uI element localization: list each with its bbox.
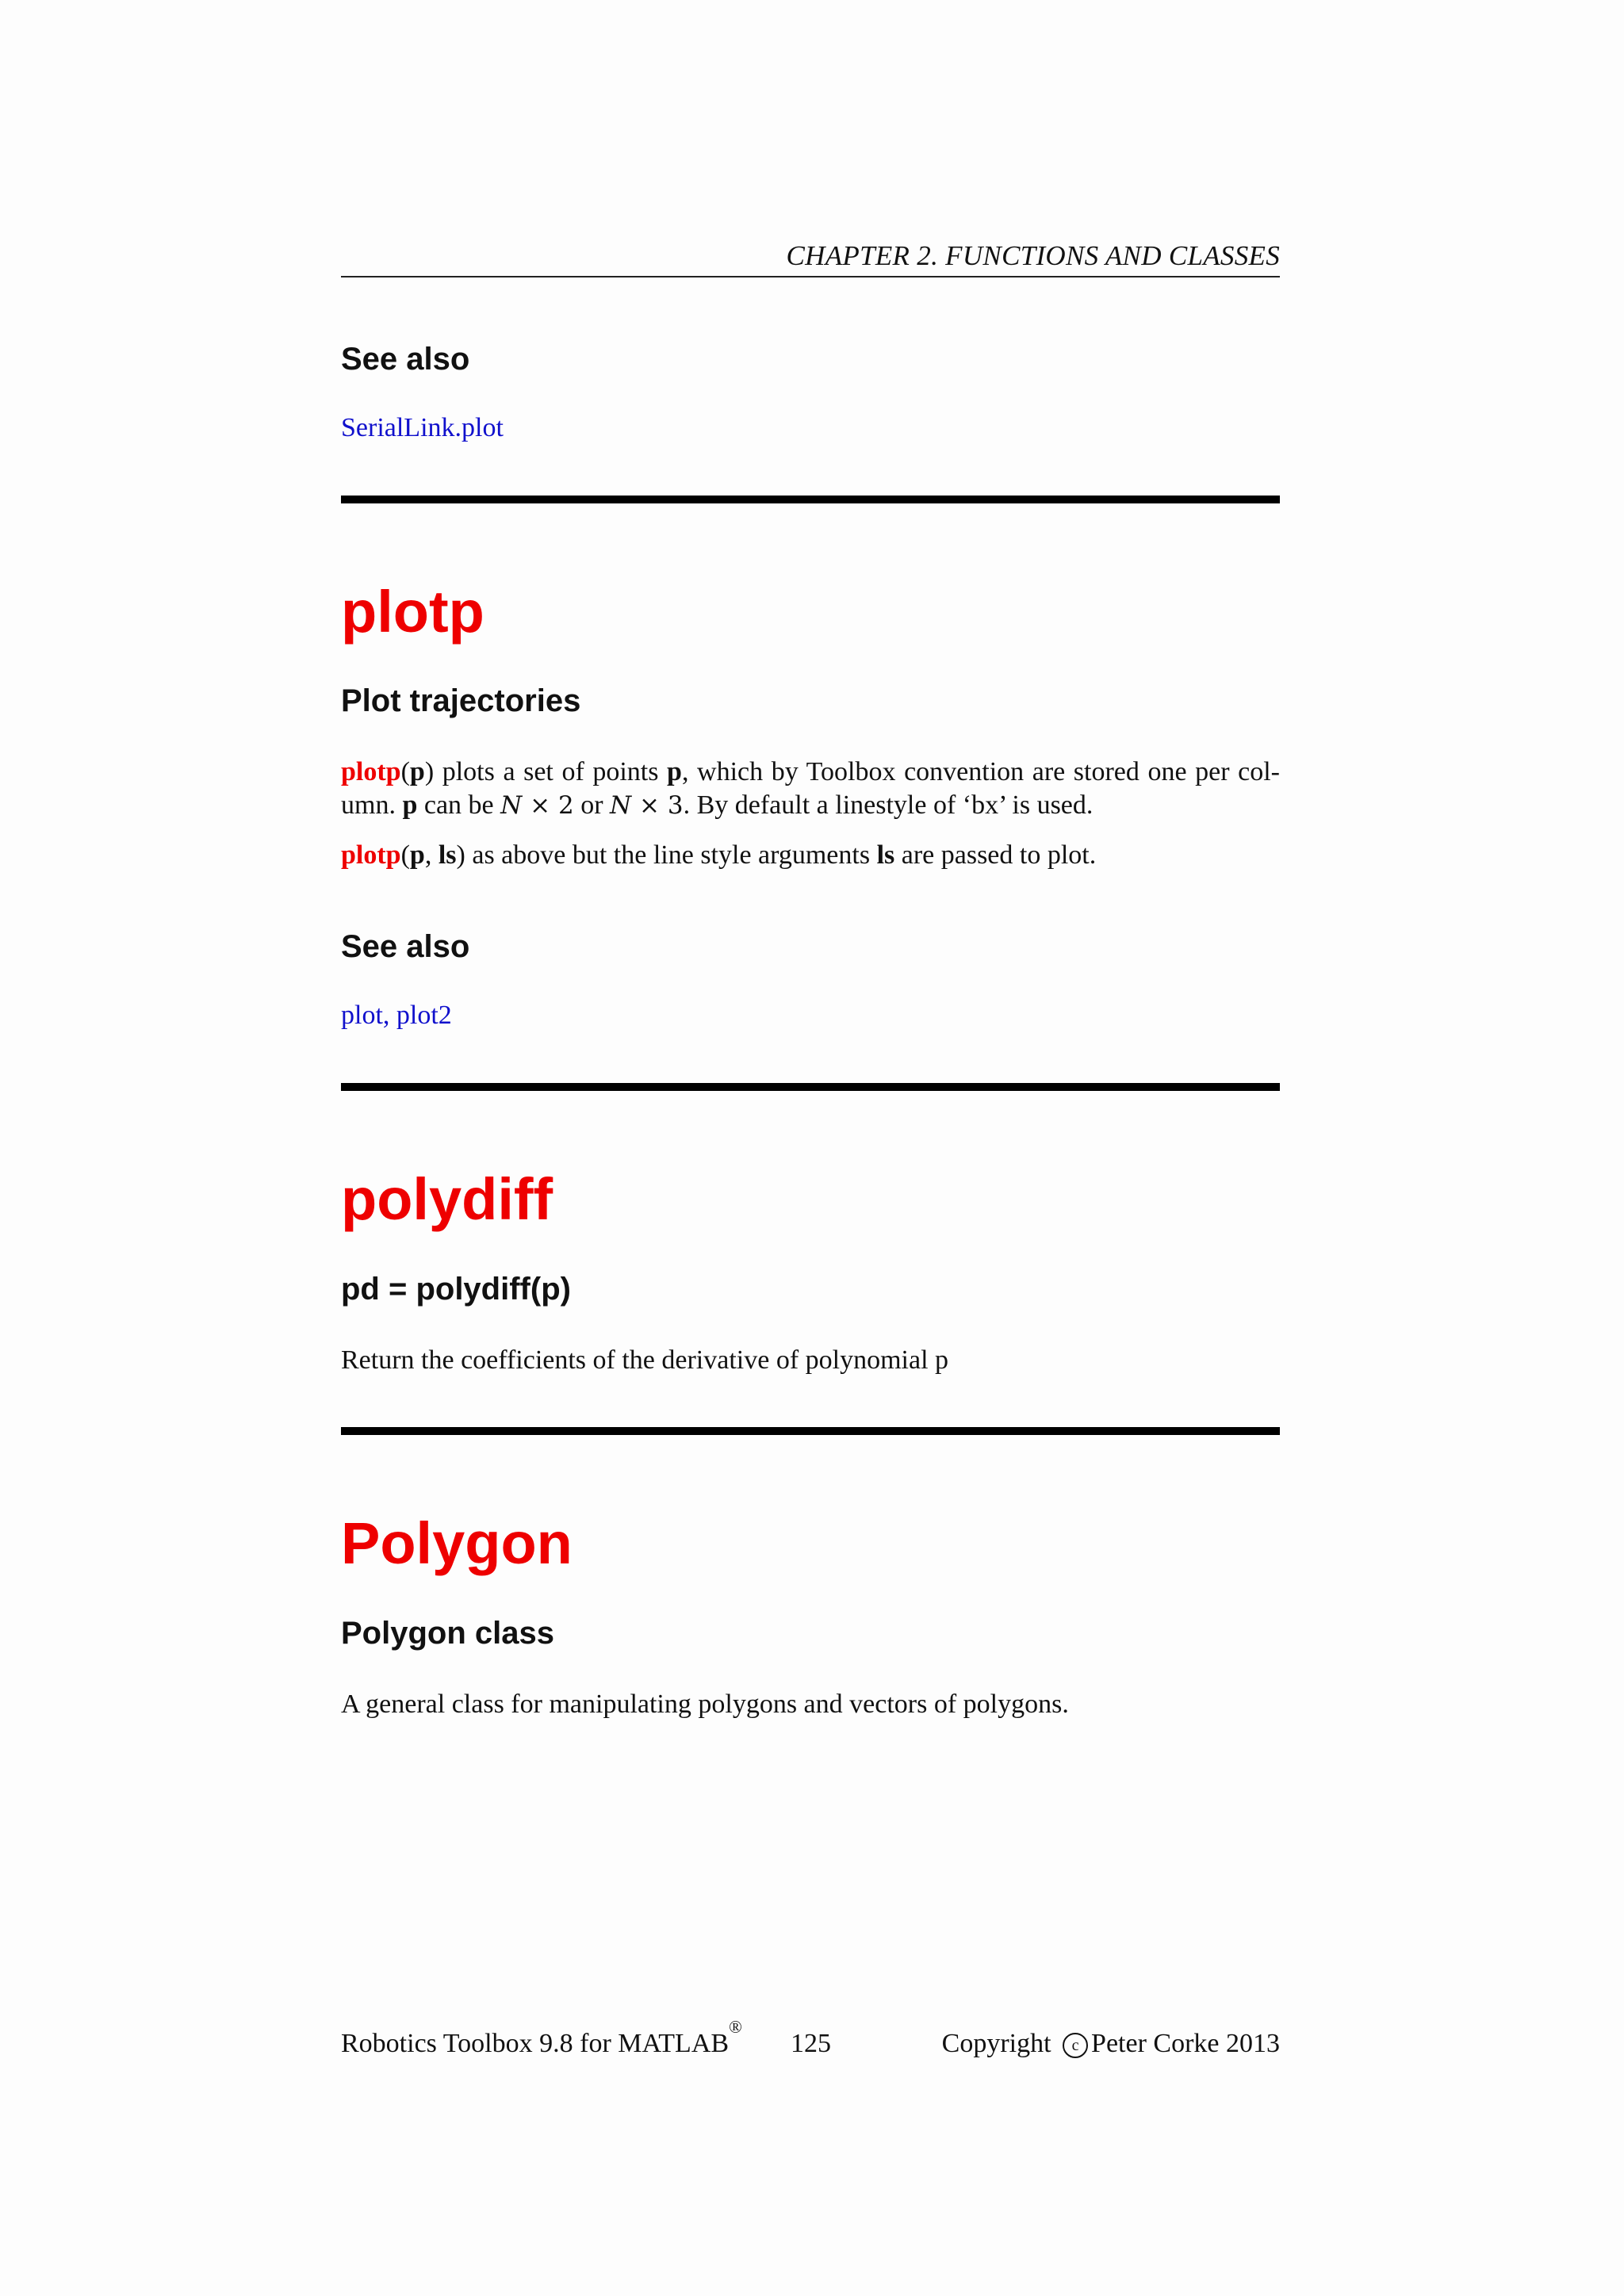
argument: ls (438, 840, 457, 870)
page-number: 125 (791, 2029, 831, 2058)
link-plot2[interactable]: plot2 (396, 1001, 452, 1030)
header-rule (341, 276, 1280, 277)
polydiff-description: Return the coefficients of the derivative of polynomial p (341, 1345, 949, 1375)
see-also-links-plotp (341, 998, 452, 1033)
argument: ls (876, 840, 895, 870)
plotp-description-2: plotp(p, ls) as above but the line style arguments ls are passed to plot. (341, 840, 1097, 870)
registered-mark: ® (729, 2017, 742, 2037)
math-variable: N (500, 791, 523, 820)
link-plot[interactable]: plot (341, 1001, 383, 1030)
copyright-icon: c (1063, 2033, 1088, 2058)
entry-title-plotp: plotp (341, 579, 485, 645)
footer-copyright: Copyright c Peter Corke 2013 (941, 2029, 1280, 2058)
section-divider-1 (341, 496, 1280, 503)
document-page (341, 0, 1280, 2296)
math-variable: N (610, 791, 632, 820)
link-separator: , (382, 1001, 396, 1030)
argument: p (409, 757, 425, 786)
section-divider-3 (341, 1427, 1280, 1435)
entry-subtitle-plotp: Plot trajectories (341, 683, 581, 718)
footer-book-title: Robotics Toolbox 9.8 for MATLAB® (341, 2017, 742, 2058)
running-header: CHAPTER 2. FUNCTIONS AND CLASSES (786, 240, 1280, 271)
entry-title-polygon: Polygon (341, 1510, 573, 1576)
entry-subtitle-polydiff: pd = polydiff(p) (341, 1272, 571, 1307)
polygon-description: A general class for manipulating polygons and vectors of polygons. (341, 1689, 1069, 1719)
see-also-heading-top: See also (341, 342, 470, 377)
see-also-heading-plotp: See also (341, 929, 470, 964)
argument: p (667, 757, 682, 786)
entry-subtitle-polygon: Polygon class (341, 1616, 554, 1651)
see-also-links-top (341, 411, 504, 446)
entry-title-polydiff: polydiff (341, 1166, 553, 1232)
function-name: plotp (341, 840, 401, 870)
argument: p (402, 790, 418, 820)
argument: p (409, 840, 425, 870)
plotp-description-1: plotp(p) plots a set of points p, which by Toolbox convention are stored one per col-umn. p can be N × 2 or N × 3. By default a linestyle of ‘bx’ is used. (341, 757, 1280, 820)
function-name: plotp (341, 757, 401, 786)
section-divider-2 (341, 1083, 1280, 1091)
link-seriallink-plot[interactable]: SerialLink.plot (341, 413, 504, 442)
page-footer (341, 2017, 1280, 2064)
